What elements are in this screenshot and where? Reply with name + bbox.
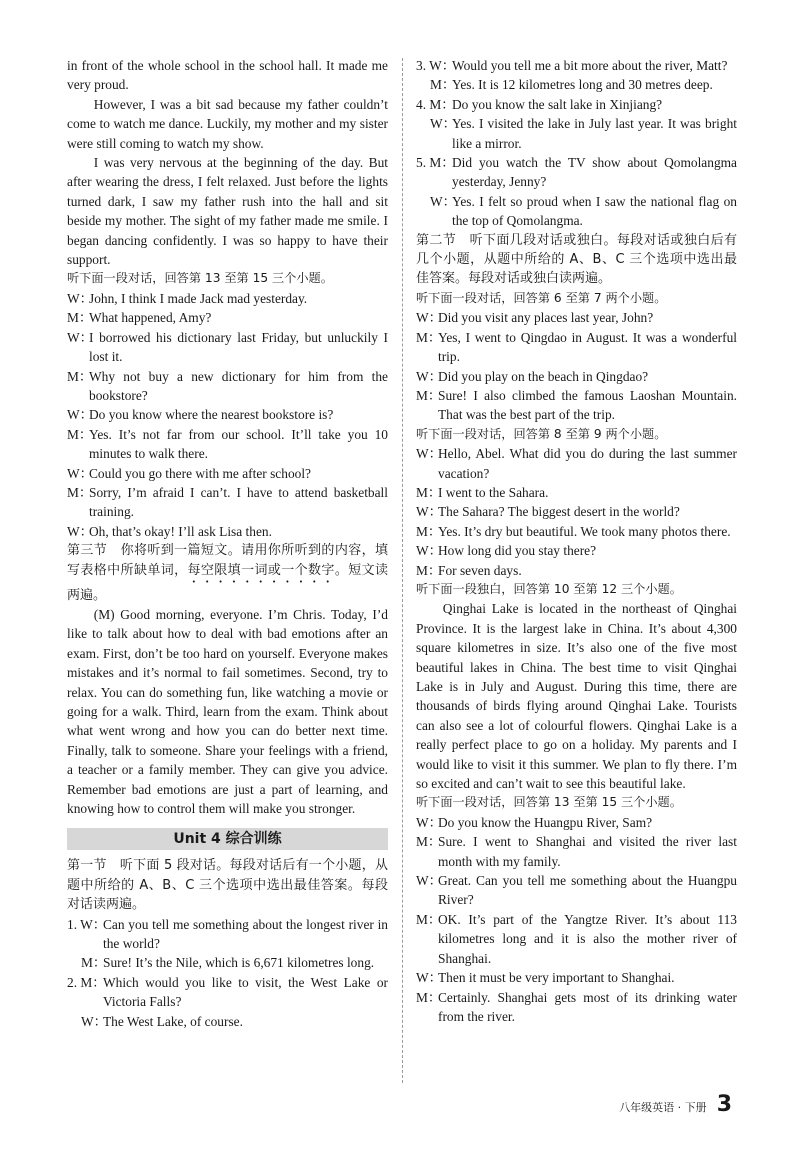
dialogue-line — [416, 813, 737, 832]
dialogue-line — [416, 502, 737, 521]
utterance: Could you go there with me after school? — [89, 465, 312, 481]
dialogue-line — [416, 444, 737, 483]
dialogue-line — [416, 832, 737, 871]
utterance: Hello, Abel. What did you do during the last summer vacation? — [438, 446, 737, 481]
dialogue-line — [416, 308, 737, 327]
utterance: Did you play on the beach in Qingdao? — [438, 368, 649, 384]
speaker: W： — [416, 814, 443, 830]
speaker: W： — [416, 368, 443, 384]
section-3-heading — [67, 541, 388, 605]
dialogue-line — [416, 367, 737, 386]
utterance: Sure! I also climbed the famous Laoshan Mountain. That was the best part of the trip. — [438, 387, 737, 423]
dialogue-6-7 — [416, 308, 737, 424]
utterance: Can you tell me something about the longest river in the world? — [103, 916, 388, 952]
dialogue-line — [67, 289, 388, 308]
question-number: 4. M： — [416, 96, 455, 112]
section-3-text-end: 。短文读两遍。 — [67, 562, 388, 603]
dialogue-line — [416, 871, 737, 910]
speaker: M： — [416, 523, 442, 539]
speaker: W： — [416, 970, 443, 986]
question-5 — [416, 153, 737, 192]
speaker: W： — [416, 873, 443, 889]
dialogue-line — [67, 464, 388, 483]
utterance: Sorry, I’m afraid I can’t. I have to attend basketball training. — [89, 484, 388, 520]
question-3-reply — [416, 75, 737, 94]
story-paragraph: I was very nervous at the beginning of the day. But after wearing the dress, I felt relaxed. Just before the lights turned dark, I saw my father rush into the hall and sit beside my mother. The sight of my father made me smile. I began dancing confidently. I was so happy to have their support. — [67, 155, 388, 268]
dialogue-line — [416, 386, 737, 425]
dialogue-line — [416, 561, 737, 580]
speaker: M： — [67, 368, 93, 384]
utterance: Great. Can you tell me something about the Huangpu River? — [438, 873, 737, 908]
utterance: Yes. It’s not far from our school. It’ll take you 10 minutes to walk there. — [89, 426, 388, 462]
speaker: W： — [67, 523, 94, 539]
utterance: Yes. I visited the lake in July last year. It was bright like a mirror. — [452, 116, 737, 151]
section-2-heading: 第二节 听下面几段对话或独白。每段对话或独白后有几个小题，从题中所给的 A、B、C 三个选项中选出最佳答案。每段对话或独白读两遍。 — [416, 232, 737, 287]
question-number: 2. M： — [67, 974, 106, 990]
listening-instruction: 听下面一段独白，回答第 10 至第 12 三个小题。 — [416, 581, 682, 596]
utterance: How long did you stay there? — [438, 543, 597, 559]
utterance: For seven days. — [438, 562, 522, 578]
question-3 — [416, 56, 737, 75]
question-4 — [416, 95, 737, 114]
speaker: M： — [416, 387, 442, 403]
utterance: Oh, that’s okay! I’ll ask Lisa then. — [89, 523, 272, 539]
monologue-passage: Qinghai Lake is located in the northeast of Qinghai Province. It is the largest lake in China. It’s about 4,300 square kilometres in size. It’s also one of the five most beautiful lakes in China. The best time to visit Qinghai Lake is in July and August. During this time, there are thousands of birds flying around Qinghai Lake. Tourists can also see a lot of colourful flowers. Qinghai Lake is a really perfect place to go on a holiday. My parents and I would like to visit it this summer. We plan to fly there. I’m so excited and can’t wait to see this beautiful lake. — [416, 601, 737, 792]
dialogue-line — [67, 308, 388, 327]
story-paragraph: in front of the whole school in the school hall. It made me very proud. — [67, 58, 388, 93]
speaker: W： — [430, 116, 457, 132]
page-number: 3 — [716, 1092, 732, 1117]
speaker: M： — [416, 834, 442, 850]
story-paragraph: However, I was a bit sad because my father couldn’t come to watch me dance. Luckily, my mother and my sister were still coming to watch my show. — [67, 96, 388, 151]
utterance: Do you know where the nearest bookstore is? — [89, 407, 334, 423]
dialogue-line — [416, 483, 737, 502]
utterance: Yes. It’s dry but beautiful. We took many photos there. — [438, 523, 731, 539]
utterance: I went to the Sahara. — [438, 484, 549, 500]
utterance: Then it must be very important to Shanghai. — [438, 970, 675, 986]
speaker: W： — [430, 193, 457, 209]
utterance: Yes. It is 12 kilometres long and 30 metres deep. — [452, 77, 713, 93]
utterance: John, I think I made Jack mad yesterday. — [89, 290, 308, 306]
dialogue-line — [416, 541, 737, 560]
dialogue-line — [416, 988, 737, 1027]
section-3-text: 第三节 你将听到一篇短文。请用你所听到的内容，填写表格中所缺单词， — [67, 543, 388, 578]
speaker: W： — [416, 543, 443, 559]
listening-instruction: 听下面一段对话，回答第 6 至第 7 两个小题。 — [416, 290, 667, 305]
utterance: Yes. I felt so proud when I saw the national flag on the top of Qomolangma. — [452, 193, 737, 229]
speaker: M： — [67, 426, 93, 442]
dialogue-line — [67, 405, 388, 424]
dialogue-line — [67, 328, 388, 367]
page-footer — [619, 1092, 732, 1117]
speaker: M： — [416, 329, 442, 345]
speaker: M： — [416, 484, 442, 500]
utterance: Certainly. Shanghai gets most of its drinking water from the river. — [438, 989, 737, 1024]
utterance: The West Lake, of course. — [103, 1013, 243, 1029]
speaker: W： — [416, 446, 443, 462]
utterance: Did you watch the TV show about Qomolangma yesterday, Jenny? — [452, 155, 737, 190]
speaker: W： — [416, 310, 443, 326]
question-1 — [67, 915, 388, 954]
dialogue-8-9 — [416, 444, 737, 580]
question-5-reply — [416, 192, 737, 231]
speaker: M： — [416, 911, 442, 927]
utterance: OK. It’s part of the Yangtze River. It’s about 113 kilometres long and it is also the mother river of Shanghai. — [438, 911, 737, 966]
speaker: M： — [416, 562, 442, 578]
unit-title-banner: Unit 4 综合训练 — [67, 828, 388, 850]
speaker: M： — [67, 484, 93, 500]
dialogue-line — [67, 425, 388, 464]
listening-instruction: 听下面一段对话，回答第 13 至第 15 三个小题。 — [67, 271, 333, 286]
utterance: Which would you like to visit, the West Lake or Victoria Falls? — [103, 974, 388, 1010]
dialogue-line — [416, 968, 737, 987]
utterance: Did you visit any places last year, John? — [438, 310, 654, 326]
utterance: Sure! It’s the Nile, which is 6,671 kilometres long. — [103, 955, 375, 971]
emphasized-requirement: 每空限填一词或一个数字 — [187, 562, 335, 578]
utterance: Would you tell me a bit more about the river, Matt? — [452, 58, 728, 73]
section-1-heading: 第一节 听下面 5 段对话。每段对话后有一个小题，从题中所给的 A、B、C 三个选项中选出最佳答案。每段对话读两遍。 — [67, 858, 388, 913]
question-1-reply — [67, 953, 388, 972]
dialogue-line — [416, 522, 737, 541]
listening-instruction: 听下面一段对话，回答第 13 至第 15 三个小题。 — [416, 795, 682, 810]
question-number: 1. W： — [67, 916, 107, 932]
question-number: 5. M： — [416, 155, 455, 171]
utterance: Do you know the Huangpu River, Sam? — [438, 814, 653, 830]
utterance: Yes, I went to Qingdao in August. It was a wonderful trip. — [438, 329, 737, 365]
speaker: W： — [67, 329, 94, 345]
utterance: The Sahara? The biggest desert in the world? — [438, 504, 680, 520]
speaker: W： — [416, 504, 443, 520]
listening-passage: (M) Good morning, everyone. I’m Chris. Today, I’d like to talk about how to deal with bad emotions after an exam. First, don’t be too hard on yourself. Everyone makes mistakes and it’s normal to fail sometimes. Second, try to relax. You can do something fun, like watching a movie or going for a walk. Third, learn from the exam. Think about what went wrong and how you can do better next time. Finally, talk to someone. Share your feelings with a friend, a teacher or a family member. They can give you advice. Remember bad emotions are just a part of learning, and knowing how to control them will make you stronger. — [67, 606, 388, 817]
question-2 — [67, 973, 388, 1012]
listening-instruction: 听下面一段对话，回答第 8 至第 9 两个小题。 — [416, 426, 667, 441]
speaker: M： — [430, 77, 456, 93]
speaker: M： — [81, 955, 107, 971]
dialogue-13-15 — [67, 289, 388, 541]
speaker: W： — [67, 290, 94, 306]
question-2-reply — [67, 1012, 388, 1031]
speaker: M： — [416, 989, 442, 1005]
dialogue-13-15-b — [416, 813, 737, 1026]
speaker: W： — [67, 407, 94, 423]
dialogue-line — [416, 910, 737, 968]
speaker: W： — [67, 465, 94, 481]
question-4-reply — [416, 114, 737, 153]
speaker: W： — [81, 1013, 108, 1029]
dialogue-line — [67, 522, 388, 541]
left-column — [67, 56, 388, 1031]
utterance: Do you know the salt lake in Xinjiang? — [452, 96, 663, 112]
book-title: 八年级英语 · 下册 — [619, 1101, 707, 1114]
utterance: What happened, Amy? — [89, 310, 212, 326]
utterance: Sure. I went to Shanghai and visited the river last month with my family. — [438, 834, 737, 869]
right-column — [416, 56, 737, 1026]
question-number: 3. W： — [416, 58, 456, 73]
utterance: I borrowed his dictionary last Friday, but unluckily I lost it. — [89, 329, 388, 365]
column-divider — [402, 58, 403, 1083]
dialogue-line — [67, 367, 388, 406]
dialogue-line — [416, 328, 737, 367]
dialogue-line — [67, 483, 388, 522]
speaker: M： — [67, 310, 93, 326]
utterance: Why not buy a new dictionary for him from the bookstore? — [89, 368, 388, 403]
